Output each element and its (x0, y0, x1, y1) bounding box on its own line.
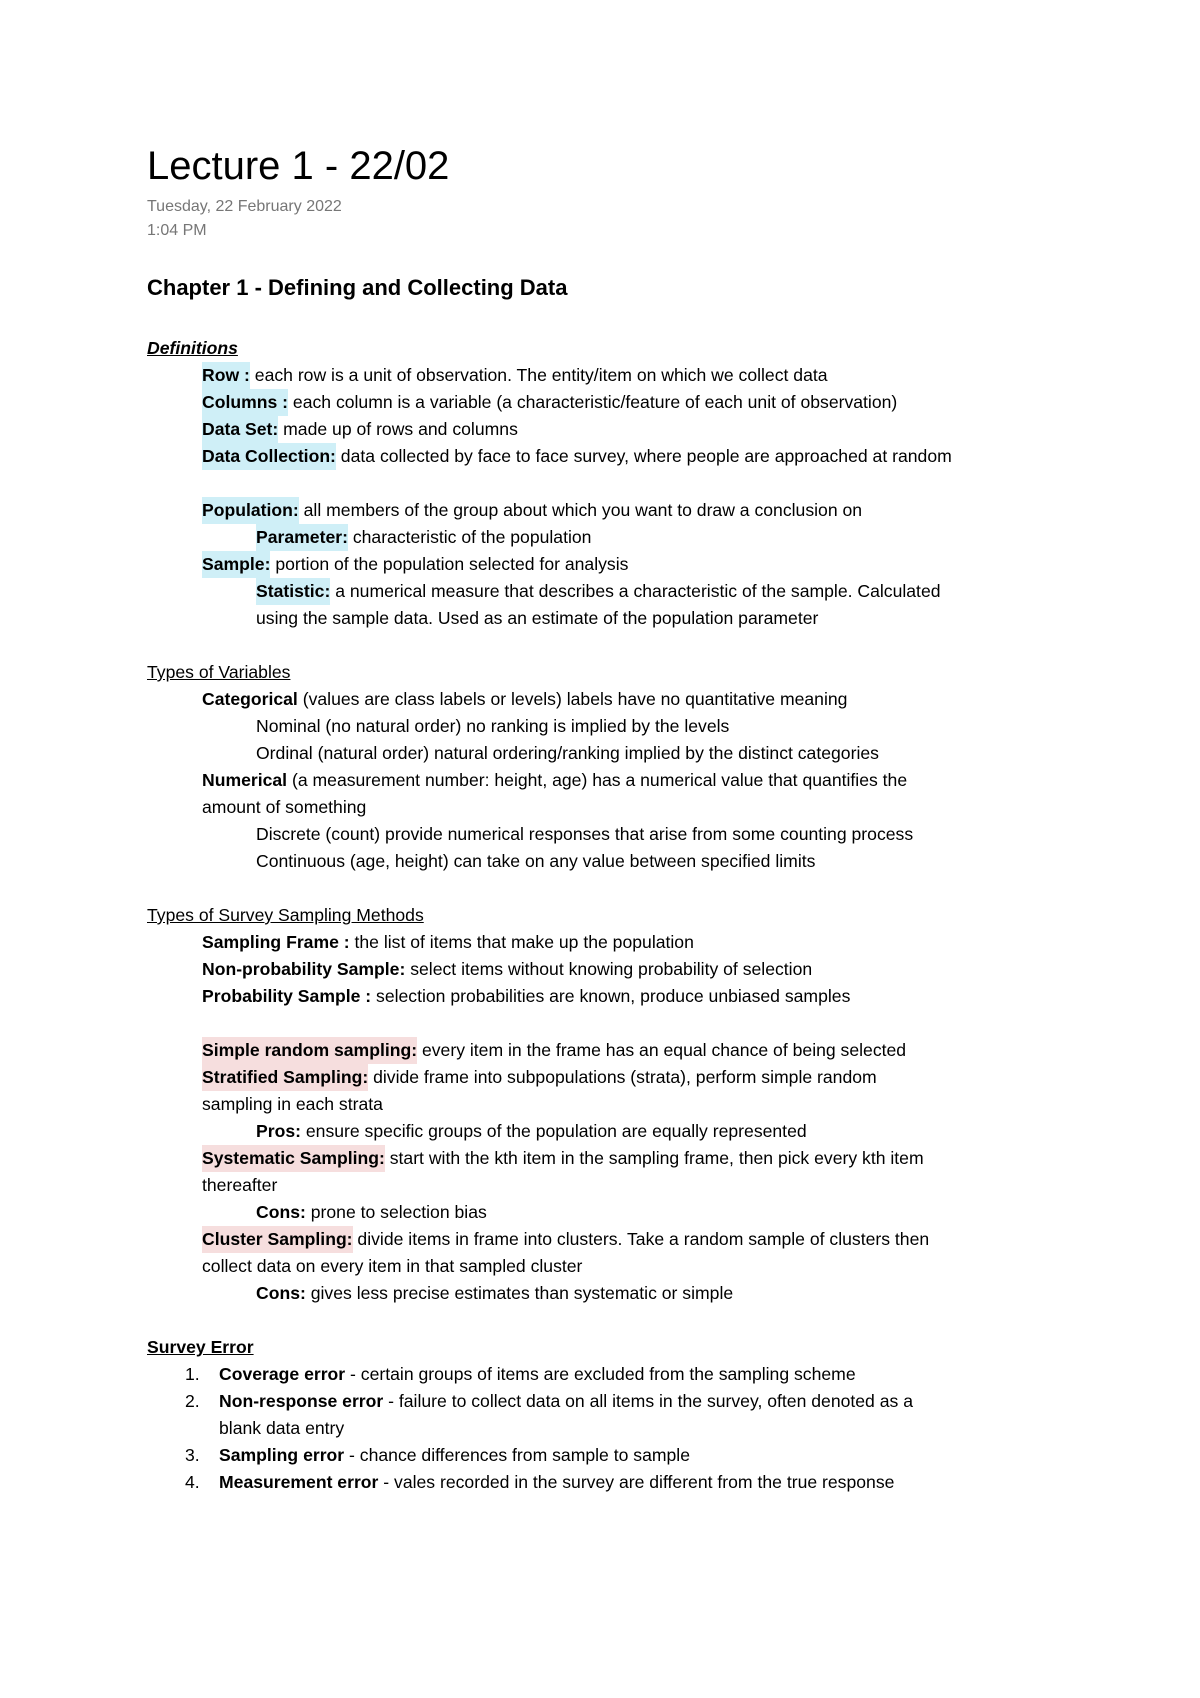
term-parameter: Parameter: (256, 524, 348, 551)
var-numerical-cont: amount of something (202, 797, 367, 817)
samp-cons-2 (256, 1280, 733, 1306)
variables-heading-text: Types of Variables (147, 662, 291, 682)
term-columns: Columns : (202, 389, 288, 416)
samp-simple-text: every item in the frame has an equal chance of being selected (417, 1040, 907, 1060)
list-number: 2. (185, 1391, 200, 1411)
term-categorical: Categorical (202, 689, 298, 709)
term-cons-1: Cons: (256, 1202, 306, 1222)
var-continuous: Continuous (age, height) can take on any value between specified limits (256, 851, 816, 871)
var-numerical-text: (a measurement number: height, age) has a numerical value that quantifies the (287, 770, 908, 790)
term-prob: Probability Sample : (202, 986, 372, 1006)
def-dataset-text: made up of rows and columns (278, 419, 518, 439)
def-columns (202, 389, 897, 415)
def-statistic-cont: using the sample data. Used as an estimate of the population parameter (256, 608, 819, 628)
samp-pros-text: ensure specific groups of the population are equally represented (300, 1121, 807, 1141)
def-columns-text: each column is a variable (a characteristic/feature of each unit of observation) (288, 392, 898, 412)
var-nominal: Nominal (no natural order) no ranking is implied by the levels (256, 716, 730, 736)
term-simple-random: Simple random sampling: (202, 1037, 417, 1064)
term-sampling-frame: Sampling Frame : (202, 932, 350, 952)
samp-cons-1-text: prone to selection bias (305, 1202, 487, 1222)
variables-heading (147, 659, 290, 685)
samp-cluster-text: divide items in frame into clusters. Take a random sample of clusters then (352, 1229, 930, 1249)
def-collection (202, 443, 952, 469)
def-dataset (202, 416, 518, 442)
samp-cons-1 (256, 1199, 487, 1225)
samp-stratified (202, 1064, 877, 1090)
term-coverage-error: Coverage error (219, 1364, 346, 1384)
samp-cons-2-text: gives less precise estimates than systematic or simple (305, 1283, 734, 1303)
sampling-heading-text: Types of Survey Sampling Methods (147, 905, 424, 925)
list-item (185, 1469, 894, 1495)
samp-frame-text: the list of items that make up the population (349, 932, 694, 952)
list-item-text: - chance differences from sample to sample (344, 1445, 691, 1465)
samp-frame (202, 929, 694, 955)
def-statistic-text: a numerical measure that describes a characteristic of the sample. Calculated (330, 581, 941, 601)
def-sample-text: portion of the population selected for analysis (270, 554, 629, 574)
def-population (202, 497, 862, 523)
samp-pros (256, 1118, 807, 1144)
var-ordinal: Ordinal (natural order) natural ordering/ranking implied by the distinct categories (256, 743, 879, 763)
var-numerical (202, 767, 907, 793)
survey-error-heading (147, 1334, 254, 1360)
survey-error-heading-text: Survey Error (147, 1337, 254, 1357)
term-population: Population: (202, 497, 299, 524)
list-item (185, 1388, 913, 1414)
list-item (185, 1361, 856, 1387)
definitions-heading (147, 335, 238, 361)
list-number: 4. (185, 1472, 200, 1492)
samp-systematic-cont: thereafter (202, 1175, 278, 1195)
list-number: 3. (185, 1445, 200, 1465)
term-cons-2: Cons: (256, 1283, 306, 1303)
samp-systematic-text: start with the kth item in the sampling frame, then pick every kth item (384, 1148, 924, 1168)
term-sampling-error: Sampling error (219, 1445, 345, 1465)
list-item-cont: blank data entry (219, 1418, 345, 1438)
term-dataset: Data Set: (202, 416, 278, 443)
samp-prob (202, 983, 850, 1009)
sampling-heading (147, 902, 424, 928)
term-statistic: Statistic: (256, 578, 330, 605)
term-collection: Data Collection: (202, 443, 336, 470)
page-title: Lecture 1 - 22/02 (147, 144, 450, 188)
definitions-heading-text: Definitions (147, 338, 238, 358)
def-collection-text: data collected by face to face survey, where people are approached at random (335, 446, 952, 466)
samp-stratified-cont: sampling in each strata (202, 1094, 383, 1114)
def-statistic (256, 578, 941, 604)
list-item-text: - failure to collect data on all items in the survey, often denoted as a (383, 1391, 913, 1411)
samp-systematic (202, 1145, 924, 1171)
def-row (202, 362, 828, 388)
samp-cluster-cont: collect data on every item in that sampled cluster (202, 1256, 583, 1276)
term-measurement-error: Measurement error (219, 1472, 379, 1492)
term-numerical: Numerical (202, 770, 288, 790)
chapter-heading: Chapter 1 - Defining and Collecting Data (147, 275, 568, 300)
samp-stratified-text: divide frame into subpopulations (strata), perform simple random (368, 1067, 877, 1087)
var-categorical (202, 686, 847, 712)
term-nonprob: Non-probability Sample: (202, 959, 406, 979)
term-stratified: Stratified Sampling: (202, 1064, 368, 1091)
date-stamp: Tuesday, 22 February 2022 (147, 198, 342, 215)
term-cluster: Cluster Sampling: (202, 1226, 353, 1253)
def-population-text: all members of the group about which you want to draw a conclusion on (298, 500, 863, 520)
term-sample: Sample: (202, 551, 270, 578)
list-item (185, 1442, 690, 1468)
var-categorical-text: (values are class labels or levels) labels have no quantitative meaning (297, 689, 848, 709)
time-stamp: 1:04 PM (147, 222, 207, 239)
def-parameter-text: characteristic of the population (347, 527, 592, 547)
samp-nonprob-text: select items without knowing probability of selection (405, 959, 813, 979)
list-number: 1. (185, 1364, 200, 1384)
samp-nonprob (202, 956, 812, 982)
list-item-text: - certain groups of items are excluded from the sampling scheme (345, 1364, 856, 1384)
term-row: Row : (202, 362, 250, 389)
samp-simple (202, 1037, 906, 1063)
samp-prob-text: selection probabilities are known, produce unbiased samples (371, 986, 851, 1006)
term-non-response-error: Non-response error (219, 1391, 384, 1411)
def-sample (202, 551, 628, 577)
list-item-text: - vales recorded in the survey are different from the true response (378, 1472, 895, 1492)
var-discrete: Discrete (count) provide numerical responses that arise from some counting process (256, 824, 914, 844)
def-row-text: each row is a unit of observation. The entity/item on which we collect data (249, 365, 828, 385)
term-systematic: Systematic Sampling: (202, 1145, 385, 1172)
term-pros: Pros: (256, 1121, 301, 1141)
samp-cluster (202, 1226, 929, 1252)
def-parameter (256, 524, 591, 550)
